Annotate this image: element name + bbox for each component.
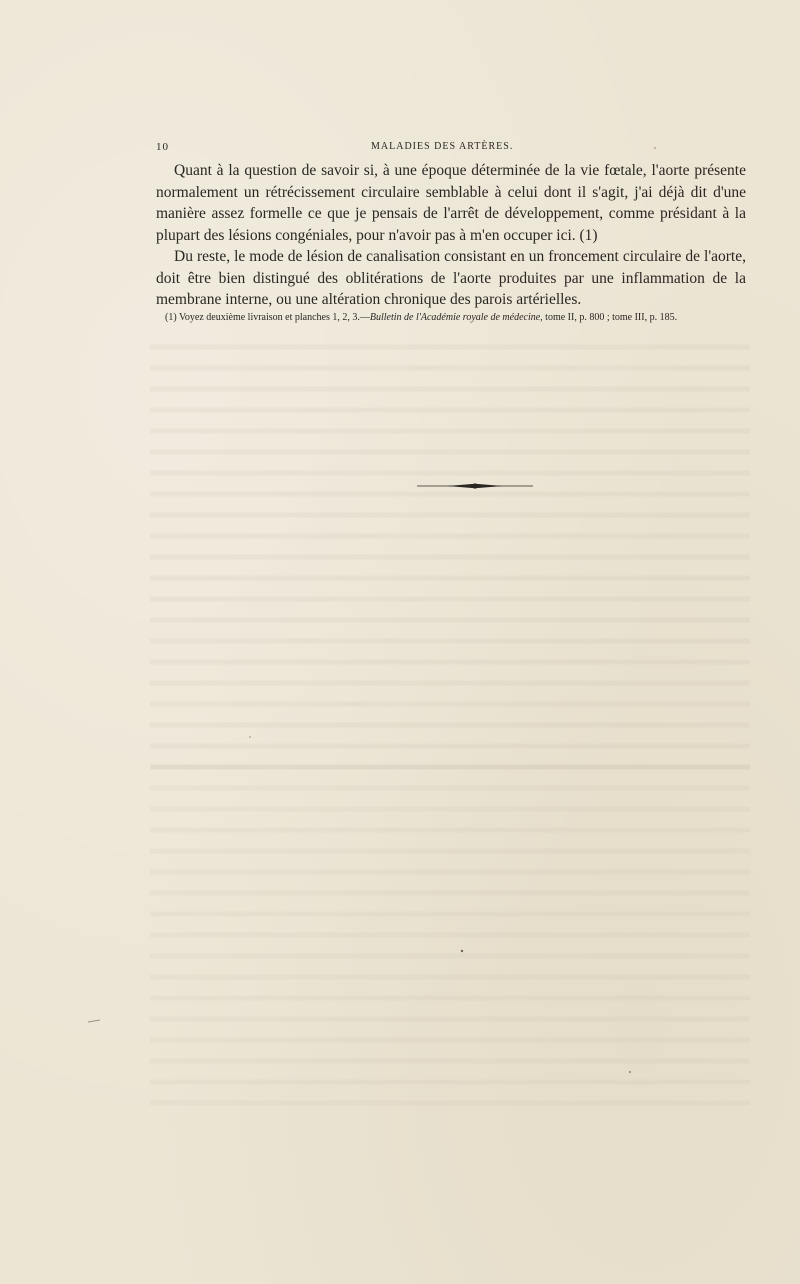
running-head: MALADIES DES ARTÈRES. bbox=[371, 141, 514, 152]
footnote-journal: Bulletin de l'Académie royale de médecine, bbox=[369, 312, 543, 323]
paragraph: Du reste, le mode de lésion de canalisation consistant en un froncement circulaire de l'aorte, doit être bien distingué des oblitérations de l'aorte produites par une inflammation de la membrane interne, ou une altération chronique des parois artérielles. bbox=[156, 248, 746, 308]
paragraph: Quant à la question de savoir si, à une époque déterminée de la vie fœtale, l'aorte présente normalement un rétrécissement circulaire semblable à celui dont il s'agit, j'ai déjà dit d'une manière assez formelle ce que je pensais de l'arrêt de développement, comme présidant à la plupart des lésions congéniales, pour n'avoir pas à m'en occuper ici. (1) bbox=[156, 162, 746, 244]
footnote-prefix: (1) Voyez deuxième livraison et planches 1, 2, 3.— bbox=[165, 312, 370, 323]
footnote-suffix: tome II, p. 800 ; tome III, p. 185. bbox=[542, 312, 678, 323]
page-number: 10 bbox=[156, 141, 169, 153]
